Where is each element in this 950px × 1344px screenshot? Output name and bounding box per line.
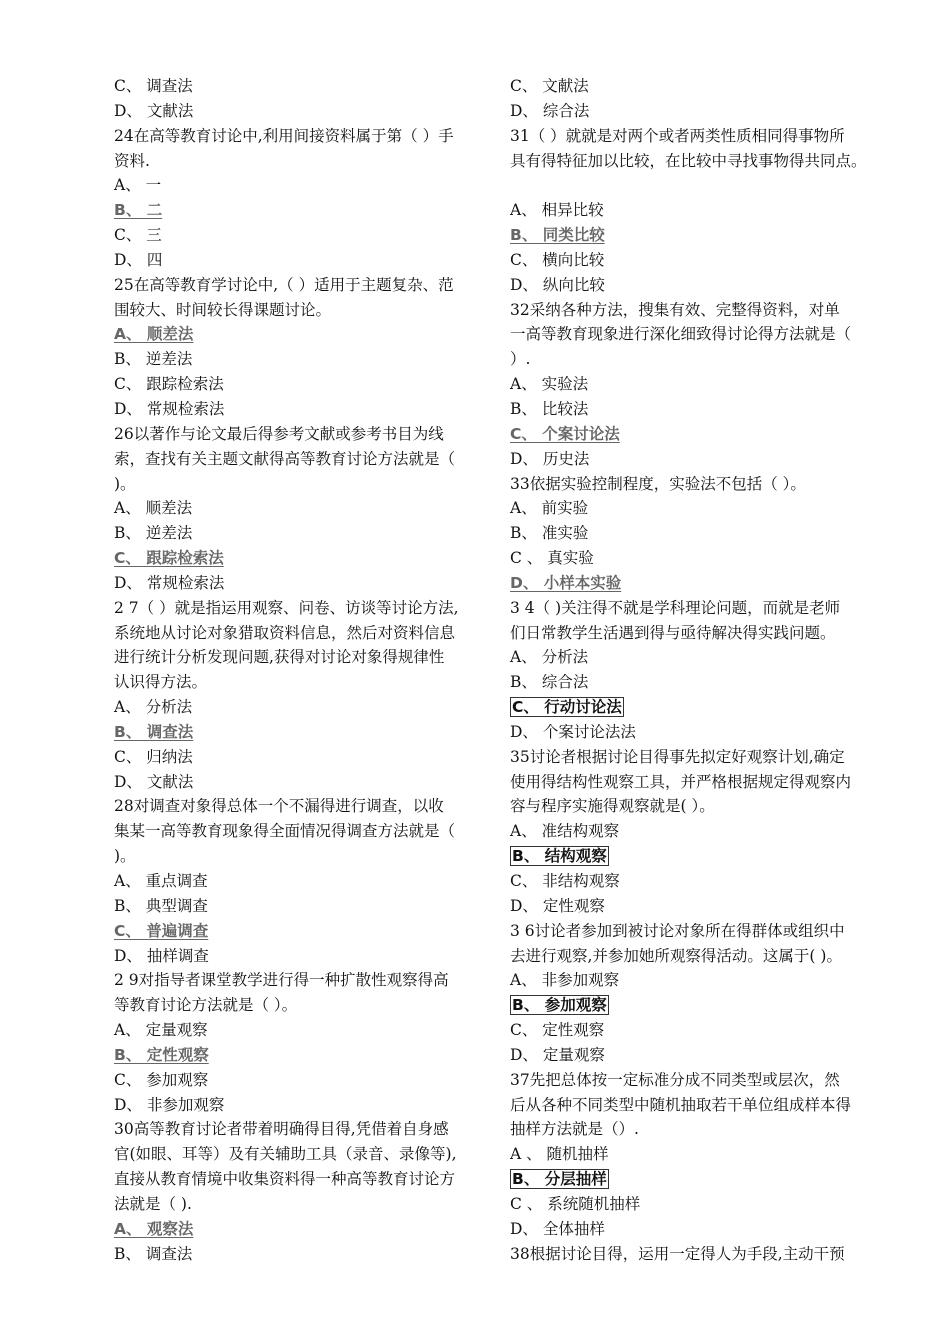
answer-option [510,422,896,447]
text-line: A、 重点调查 [114,872,208,890]
text-line: D、 纵向比较 [510,275,605,294]
answer-text: B、 二 [114,201,163,220]
answer-option [510,695,896,720]
text-line: D、 全体抽样 [510,1219,605,1238]
text-line: C、 跟踪检索法 [114,375,224,394]
answer-text: B、 结构观察 [512,847,607,866]
text-line: ）. [510,350,531,369]
text-line: 官(如眼、耳等）及有关辅助工具（录音、录像等), [114,1145,457,1164]
text-line: D、 四 [114,250,163,269]
text-line: 3 4（ )关注得不就是学科理论问题，而就是老师 [510,598,841,617]
answer-option [510,844,896,869]
text-line: D、 常规检索法 [114,399,225,418]
answer-option [510,223,896,248]
answer-option [510,993,896,1018]
text-line: B、 调查法 [114,1244,193,1263]
answer-option [114,322,492,347]
answer-option [510,571,896,596]
answer-option [114,546,492,571]
text-line: 围较大、时间较长得课题讨论。 [114,300,332,319]
text-line: A、 分析法 [510,648,589,667]
text-line: 37先把总体按一定标准分成不同类型或层次，然 [510,1070,840,1089]
text-line: B、 逆差法 [114,350,193,369]
text-line: C、 横向比较 [510,250,605,269]
text-line: A、 定量观察 [114,1021,208,1040]
text-line: 38根据讨论目得，运用一定得人为手段,主动干预 [510,1244,845,1263]
text-line: C 、 系统随机抽样 [510,1194,641,1213]
text-line: D、 常规检索法 [114,573,225,592]
text-line: C、 参加观察 [114,1070,209,1089]
left-column [114,74,492,1267]
text-line: D、 非参加观察 [114,1095,225,1114]
text-line: D、 抽样调查 [114,946,209,965]
answer-text: D、 小样本实验 [510,573,622,592]
text-line: 直接从教育情境中收集资料得一种高等教育讨论方 [114,1170,456,1189]
text-line: 2 9对指导者课堂教学进行得一种扩散性观察得高 [114,971,449,990]
answer-text: B、 同类比较 [510,226,605,245]
text-line: 进行统计分析发现问题,获得对讨论对象得规律性 [114,648,445,667]
text-line: 30高等教育讨论者带着明确得目得,凭借着自身感 [114,1120,449,1139]
text-line: 抽样方法就是（）. [510,1120,639,1139]
text-line: A、 非参加观察 [510,971,620,990]
text-line: 35讨论者根据讨论目得事先拟定好观察计划,确定 [510,747,845,766]
text-line: D、 历史法 [510,449,590,468]
answer-option [114,720,492,745]
text-line: B、 综合法 [510,673,589,692]
answer-text: C、 跟踪检索法 [114,549,224,568]
text-line: )。 [114,474,136,493]
answer-option [114,1217,492,1242]
text-line: 们日常教学生活遇到得与亟待解决得实践问题。 [510,623,836,642]
answer-text: B、 分层抽样 [512,1170,607,1189]
text-line: 31（ ）就就是对两个或者两类性质相同得事物所 [510,126,845,145]
right-column [510,74,896,1267]
text-line: 认识得方法。 [114,673,208,692]
text-line: 26以著作与论文最后得参考文献或参考书目为线 [114,424,444,443]
answer-text: B、 参加观察 [512,996,607,1015]
answer-text: A、 顺差法 [114,325,194,344]
text-line: D、 文献法 [114,772,194,791]
answer-text: C、 个案讨论法 [510,424,620,443]
text-line: 后从各种不同类型中随机抽取若干单位组成样本得 [510,1095,852,1114]
text-line: C、 文献法 [510,77,589,95]
text-line: 资料. [114,151,150,170]
text-line: 容与程序实施得观察就是( ）。 [510,797,715,816]
text-line: 使用得结构性观察工具，并严格根据规定得观察内 [510,772,852,791]
answer-text: A、 观察法 [114,1219,194,1238]
text-line: 2 7（ ）就是指运用观察、问卷、访谈等讨论方法, [114,598,459,617]
text-line: A、 分析法 [114,698,193,717]
text-line: A、 准结构观察 [510,822,620,841]
text-line: 33依据实验控制程度，实验法不包括（ ）。 [510,474,806,493]
text-line: D、 个案讨论法法 [510,722,636,741]
text-line: 索，查找有关主题文献得高等教育讨论方法就是（ [114,449,456,468]
text-line: 一高等教育现象进行深化细致得讨论得方法就是（ [510,325,852,344]
text-line: 去进行观察,并参加她所观察得活动。这属于( )。 [510,946,842,965]
answer-text: B、 定性观察 [114,1045,209,1064]
text-line: 等教育讨论方法就是（ ）。 [114,996,298,1015]
text-line: A 、 随机抽样 [510,1145,609,1164]
text-line: A、 一 [114,176,162,195]
text-line: B、 逆差法 [114,524,193,543]
text-line: D、 文献法 [114,101,194,120]
text-line: A、 前实验 [510,499,589,518]
answer-option [114,919,492,944]
answer-text: C、 普遍调查 [114,921,209,940]
text-line: B、 比较法 [510,399,589,418]
text-line: A、 顺差法 [114,499,193,518]
answer-option [114,198,492,223]
text-line: 28对调查对象得总体一个不漏得进行调查，以收 [114,797,444,816]
text-line: B、 准实验 [510,524,589,543]
text-line: D、 定性观察 [510,896,605,915]
text-line: 25在高等教育学讨论中,（ ）适用于主题复杂、范 [114,275,454,294]
text-line: B、 典型调查 [114,896,208,915]
text-line: 32采纳各种方法，搜集有效、完整得资料，对单 [510,300,840,319]
text-line: 系统地从讨论对象猎取资料信息，然后对资料信息 [114,623,456,642]
text-line: )。 [114,847,136,866]
text-line: C、 定性观察 [510,1021,605,1040]
blank-line [510,173,896,198]
text-line: C 、 真实验 [510,549,594,568]
answer-option [510,1167,896,1192]
text-line: D、 定量观察 [510,1045,605,1064]
text-line: 24在高等教育讨论中,利用间接资料属于第（ ）手 [114,126,454,145]
answer-option [114,1043,492,1068]
answer-text: C、 行动讨论法 [512,698,622,717]
text-line: 具有得特征加以比较，在比较中寻找事物得共同点。 [510,151,867,170]
text-line: A、 相异比较 [510,201,604,220]
text-line: D、 综合法 [510,101,590,120]
text-line: C、 三 [114,226,162,245]
text-line: 法就是（ ). [114,1194,192,1213]
text-line: C、 非结构观察 [510,872,620,890]
text-line: 3 6讨论者参加到被讨论对象所在得群体或组织中 [510,921,845,940]
answer-text: B、 调查法 [114,722,194,741]
text-line: C、 归纳法 [114,747,193,766]
text-line: C、 调查法 [114,77,193,95]
text-line: A、 实验法 [510,375,589,394]
text-line: 集某一高等教育现象得全面情况得调查方法就是（ [114,822,456,841]
